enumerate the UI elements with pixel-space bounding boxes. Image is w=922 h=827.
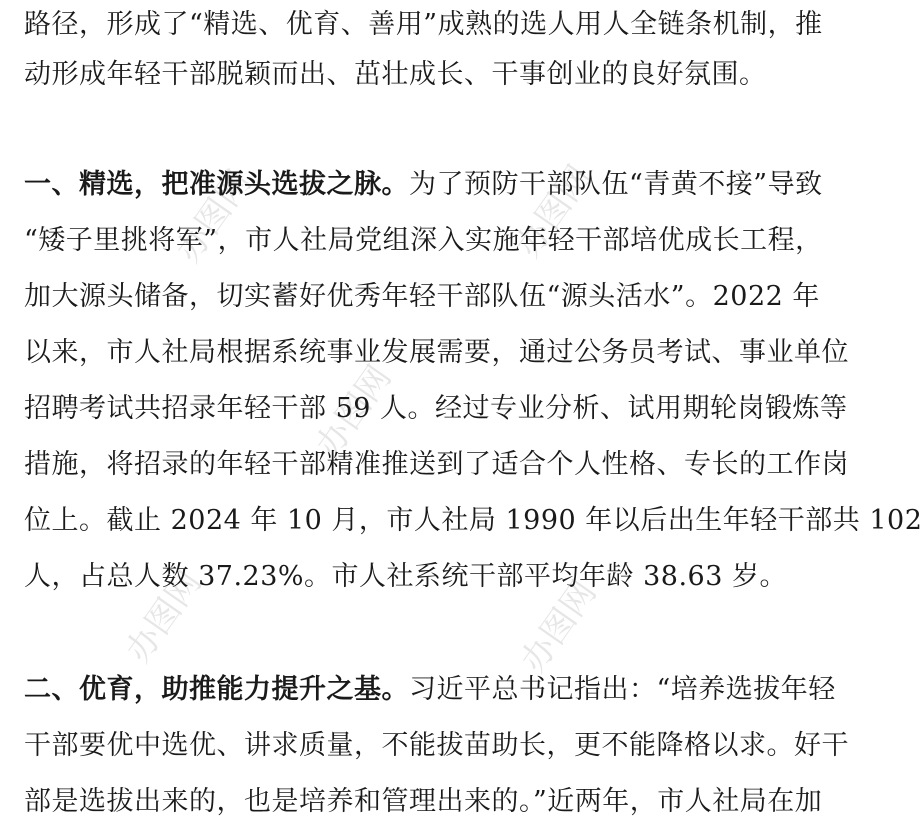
section1-heading: 一、精选，把准源头选拔之脉。: [24, 169, 409, 200]
section2-first-line: [24, 665, 836, 715]
section1-line: 人，占总人数 37.23%。市人社系统干部平均年龄 38.63 岁。: [24, 561, 787, 592]
section1-line: 以来，市人社局根据系统事业发展需要，通过公务员考试、事业单位: [24, 337, 849, 368]
watermark: 办图网: [308, 358, 400, 465]
section2-line-text: 习近平总书记指出：“培养选拔年轻: [409, 674, 836, 705]
intro-line: 动形成年轻干部脱颖而出、茁壮成长、干事创业的良好氛围。: [24, 59, 767, 90]
section1-line: 位上。截止 2024 年 10 月，市人社局 1990 年以后出生年轻干部共 102: [24, 505, 922, 536]
section1-line: 招聘考试共招录年轻干部 59 人。经过专业分析、试用期轮岗锻炼等: [24, 393, 848, 424]
section1-line: 措施，将招录的年轻干部精准推送到了适合个人性格、专长的工作岗: [24, 449, 849, 480]
watermark: 办图网: [508, 158, 600, 265]
watermark: 办图网: [513, 573, 605, 680]
watermark: 办图网: [168, 163, 260, 270]
section1-line-text: 为了预防干部队伍“青黄不接”导致: [409, 169, 823, 200]
section2-heading: 二、优育，助推能力提升之基。: [24, 674, 409, 705]
intro-line: 路径，形成了“精选、优育、善用”成熟的选人用人全链条机制，推: [24, 9, 823, 40]
section1-line: 加大源头储备，切实蓄好优秀年轻干部队伍“源头活水”。2022 年: [24, 281, 820, 312]
section2-line: 部是选拔出来的，也是培养和管理出来的。”近两年，市人社局在加: [24, 786, 823, 817]
section2-line: 干部要优中选优、讲求质量，不能拔苗助长，更不能降格以求。好干: [24, 730, 849, 761]
section1-first-line: [24, 160, 823, 210]
section1-line: “矮子里挑将军”，市人社局党组深入实施年轻干部培优成长工程，: [24, 225, 823, 256]
watermark: 办图网: [118, 563, 210, 670]
